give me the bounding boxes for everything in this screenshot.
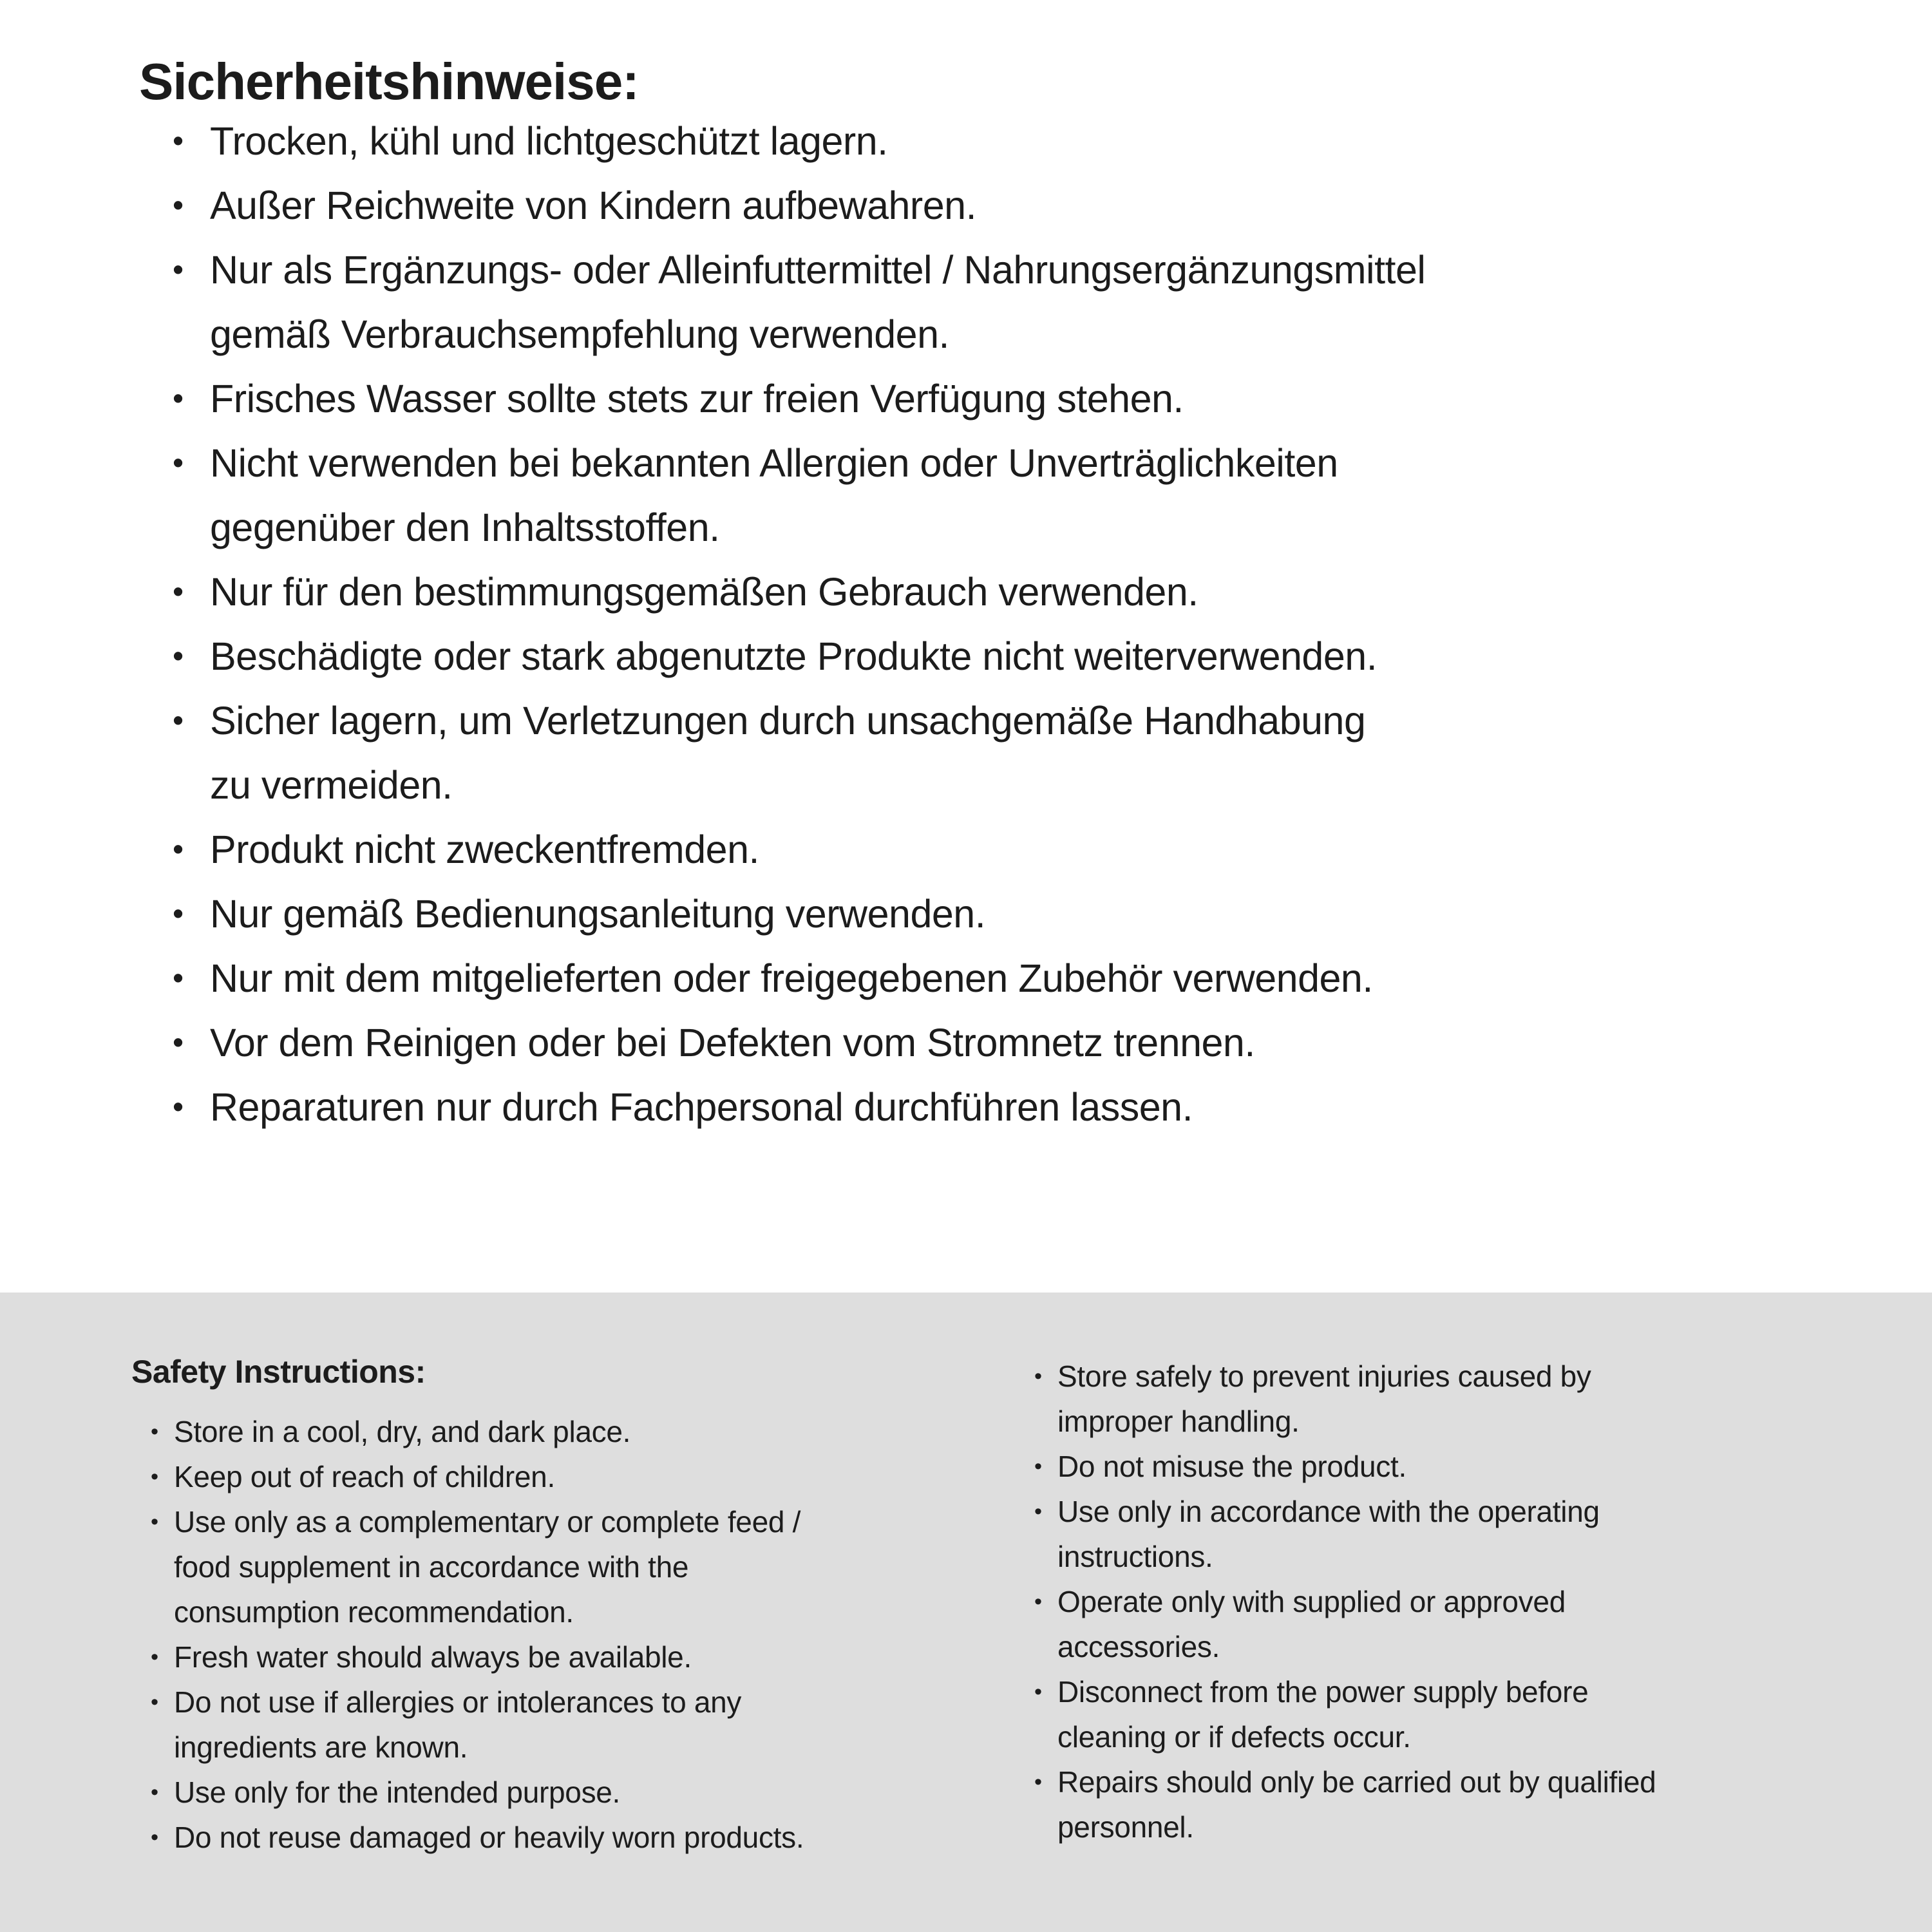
bullet-icon: • [173,703,184,738]
list-item-continuation-line [1015,1714,1893,1759]
bullet-icon: • [173,446,184,480]
bullet-icon: • [173,381,184,416]
list-item-continuation-line [139,495,1855,560]
list-item [1015,1669,1893,1759]
list-item-continuation-line [131,1725,1015,1770]
list-item-continuation-line [139,302,1855,366]
list-item-continuation-line [1015,1804,1893,1850]
german-safety-list [139,109,1855,1139]
bullet-icon: • [1034,1499,1042,1524]
list-item-text: Beschädigte oder stark abgenutzte Produkte nicht weiterverwenden. [210,634,1378,678]
list-item [1015,1444,1893,1489]
list-item [139,882,1855,946]
list-item-text: Produkt nicht zweckentfremden. [210,828,759,871]
bullet-icon: • [173,252,184,287]
bullet-icon: • [151,1644,158,1669]
list-item-line [139,946,1855,1010]
list-item-text: Nicht verwenden bei bekannten Allergien oder Unverträglichkeiten [210,441,1338,485]
list-item-line [139,817,1855,882]
list-item-text: Store in a cool, dry, and dark place. [174,1414,631,1448]
list-item-line [1015,1579,1893,1624]
list-item [131,1409,1015,1454]
english-left-list [131,1409,1015,1860]
list-item [131,1634,1015,1680]
list-item [139,688,1855,817]
list-item [1015,1354,1893,1444]
english-section [0,1293,1932,1932]
bullet-icon: • [151,1509,158,1534]
list-item-text: Repairs should only be carried out by qualified [1057,1765,1656,1799]
list-item [131,1815,1015,1860]
list-item-line [1015,1444,1893,1489]
list-item-text: instructions. [1057,1540,1213,1573]
bullet-icon: • [173,1025,184,1060]
bullet-icon: • [173,188,184,223]
list-item [131,1770,1015,1815]
list-item-text: Use only for the intended purpose. [174,1775,621,1809]
list-item [139,624,1855,688]
list-item-text: Trocken, kühl und lichtgeschützt lagern. [210,119,888,163]
list-item-text: gegenüber den Inhaltsstoffen. [210,506,720,549]
list-item-text: Fresh water should always be available. [174,1640,692,1674]
bullet-icon: • [151,1419,158,1444]
list-item-line [1015,1669,1893,1714]
list-item-line [131,1680,1015,1725]
list-item-line [131,1409,1015,1454]
list-item [139,1075,1855,1139]
list-item-continuation-line [131,1589,1015,1634]
list-item-continuation-line [1015,1624,1893,1669]
list-item-text: improper handling. [1057,1405,1300,1438]
english-title: Safety Instructions: [131,1354,426,1390]
list-item [139,366,1855,431]
bullet-icon: • [1034,1680,1042,1704]
english-right-list [1015,1354,1893,1850]
list-item-continuation-line [1015,1399,1893,1444]
list-item-line [139,431,1855,495]
list-item-line [131,1634,1015,1680]
list-item-line [139,1010,1855,1075]
list-item-text: zu vermeiden. [210,763,453,807]
bullet-icon: • [1034,1589,1042,1614]
bullet-icon: • [151,1689,158,1714]
bullet-icon: • [173,1090,184,1124]
list-item-text: Use only in accordance with the operating [1057,1495,1600,1528]
list-item-text: consumption recommendation. [174,1595,574,1629]
list-item-line [131,1815,1015,1860]
list-item-line [139,366,1855,431]
list-item-continuation-line [131,1544,1015,1589]
bullet-icon: • [173,961,184,996]
list-item-text: Nur gemäß Bedienungsanleitung verwenden. [210,892,986,936]
bullet-icon: • [1034,1770,1042,1794]
list-item-text: Nur für den bestimmungsgemäßen Gebrauch verwenden. [210,570,1198,614]
german-title: Sicherheitshinweise: [139,53,639,110]
list-item [139,1010,1855,1075]
list-item-text: Do not misuse the product. [1057,1450,1406,1483]
list-item-text: Sicher lagern, um Verletzungen durch unsachgemäße Handhabung [210,699,1366,743]
list-item-text: cleaning or if defects occur. [1057,1720,1411,1754]
bullet-icon: • [151,1824,158,1850]
bullet-icon: • [173,832,184,867]
list-item [139,431,1855,560]
list-item-text: food supplement in accordance with the [174,1549,689,1584]
bullet-icon: • [173,124,184,158]
list-item [131,1680,1015,1770]
list-item [1015,1579,1893,1669]
list-item [139,173,1855,238]
list-item-text: Nur als Ergänzungs- oder Alleinfuttermittel / Nahrungsergänzungsmittel [210,248,1426,292]
bullet-icon: • [151,1464,158,1489]
list-item-line [139,238,1855,302]
list-item-text: Außer Reichweite von Kindern aufbewahren. [210,184,977,227]
list-item-text: personnel. [1057,1810,1194,1844]
list-item-line [1015,1354,1893,1399]
list-item [139,817,1855,882]
list-item [139,946,1855,1010]
list-item [1015,1759,1893,1850]
list-item [139,560,1855,624]
list-item-text: Keep out of reach of children. [174,1459,555,1493]
list-item-continuation-line [1015,1534,1893,1579]
list-item-text: ingredients are known. [174,1730,468,1764]
list-item-text: Use only as a complementary or complete feed / [174,1504,801,1539]
list-item-text: Disconnect from the power supply before [1057,1675,1589,1709]
list-item-line [1015,1489,1893,1534]
bullet-icon: • [173,639,184,674]
list-item-line [139,109,1855,173]
list-item-line [139,882,1855,946]
list-item-line [139,1075,1855,1139]
list-item-text: gemäß Verbrauchsempfehlung verwenden. [210,312,949,356]
list-item [139,238,1855,366]
list-item-continuation-line [139,753,1855,817]
list-item-line [139,173,1855,238]
list-item [131,1499,1015,1634]
list-item-line [1015,1759,1893,1804]
bullet-icon: • [151,1779,158,1804]
list-item-text: accessories. [1057,1630,1220,1663]
list-item [1015,1489,1893,1579]
bullet-icon: • [1034,1454,1042,1479]
bullet-icon: • [1034,1364,1042,1388]
list-item-text: Do not use if allergies or intolerances to any [174,1685,742,1719]
list-item-text: Nur mit dem mitgelieferten oder freigegebenen Zubehör verwenden. [210,956,1373,1000]
list-item-line [131,1499,1015,1544]
english-left-column [131,1354,1015,1932]
list-item-line [131,1770,1015,1815]
list-item-line [139,624,1855,688]
english-right-column [1015,1354,1893,1932]
list-item-line [139,688,1855,753]
bullet-icon: • [173,574,184,609]
list-item-text: Frisches Wasser sollte stets zur freien Verfügung stehen. [210,377,1184,421]
list-item-line [131,1454,1015,1499]
bullet-icon: • [173,896,184,931]
list-item-text: Vor dem Reinigen oder bei Defekten vom Stromnetz trennen. [210,1021,1255,1065]
list-item-text: Reparaturen nur durch Fachpersonal durchführen lassen. [210,1085,1193,1129]
list-item [139,109,1855,173]
list-item-text: Store safely to prevent injuries caused by [1057,1359,1591,1393]
list-item-line [139,560,1855,624]
list-item-text: Do not reuse damaged or heavily worn products. [174,1820,804,1854]
list-item-text: Operate only with supplied or approved [1057,1585,1566,1618]
list-item [131,1454,1015,1499]
